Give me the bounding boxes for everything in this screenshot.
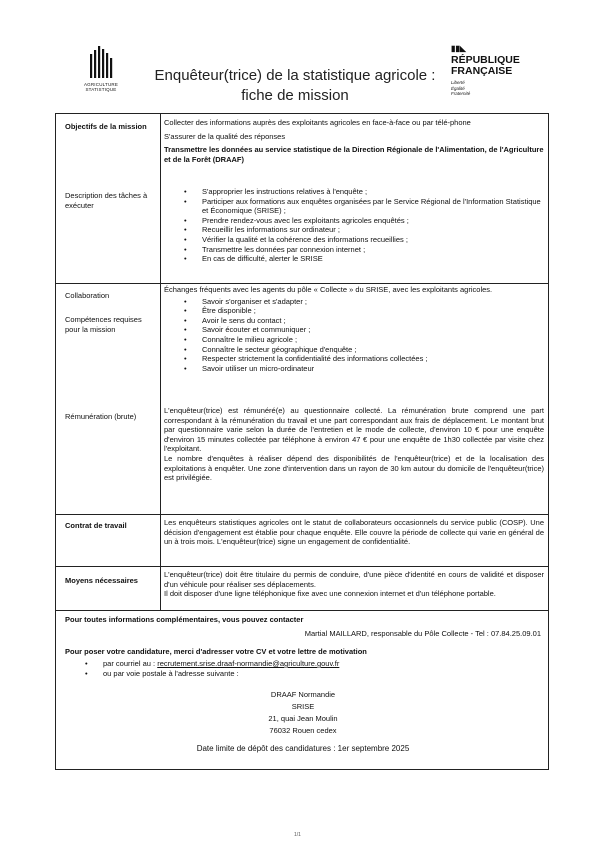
address-line-4: 76032 Rouen cedex [269, 726, 337, 735]
row-description [56, 187, 548, 283]
row-objectifs [56, 114, 548, 187]
label-moyens: Moyens nécessaires [65, 576, 138, 585]
email-link[interactable]: recrutement.srise.draaf-normandie@agriculture.gouv.fr [157, 659, 340, 668]
task-3: • Prendre rendez-vous avec les exploitants agricoles enquêtés ; [164, 216, 544, 226]
row-collaboration [56, 283, 548, 405]
row-moyens [56, 566, 548, 611]
apply-methods [65, 659, 541, 679]
label-competences: Compétences requises pour la mission [65, 315, 142, 334]
task-1: • S'approprier les instructions relatives à l'enquête ; [164, 187, 544, 197]
apply-email [65, 659, 541, 669]
label-contrat: Contrat de travail [65, 521, 127, 530]
remuneration-para-2: Le nombre d'enquêtes à réaliser dépend des disponibilités de l'enquêteur(trice) et de la localisation des exploitations à enquêter. Une zone d'intervention dans un rayon de 30 km autour du domicile de l'enquêteur(trice) est privilégiée. [164, 453, 544, 483]
row-remuneration [56, 404, 548, 514]
marianne-icon: ▮▮◣ [451, 44, 466, 53]
moyens-para-1: L'enquêteur(trice) doit être titulaire du permis de conduire, d'une pièce d'identité en cours de validité et disposer d'un véhicule pour réaliser ses déplacements. [164, 570, 544, 589]
address-line-3: 21, quai Jean Moulin [268, 714, 338, 723]
postal-address [65, 689, 541, 737]
label-collaboration: Collaboration [65, 291, 110, 300]
label-remuneration: Rémunération (brute) [65, 412, 137, 421]
apply-intro: Pour poser votre candidature, merci d'adresser votre CV et votre lettre de motivation [65, 647, 367, 656]
title-line-1: Enquêteur(trice) de la statistique agricole : [154, 67, 436, 84]
republique-francaise-logo [451, 44, 521, 97]
rf-name-line-1: RÉPUBLIQUE [451, 54, 520, 66]
competences-list [164, 297, 544, 374]
mission-table [55, 113, 549, 770]
objectif-3: Transmettre les données au service statistique de la Direction Régionale de l'Alimentation, de l'Agriculture et de la Forêt (DRAAF) [164, 145, 544, 164]
remuneration-para-1: L'enquêteur(trice) est rémunéré(e) au questionnaire collecté. La rémunération brute comprend une part correspondant à la rémunération du travail et une part correspondant aux frais de déplacement. Le montant brut par questionnaire varie selon la durée de l'entretien et le mode de collecte, d'environ 10 € pour une enquête d'environ 15 minutes collectée par téléphone à environ 47 € pour une enquête de 1h30 collectée par visite chez l'exploitant. [164, 406, 544, 454]
competence-4: • Savoir écouter et communiquer ; [164, 325, 544, 335]
rf-motto-1: Liberté [451, 80, 465, 85]
task-2: • Participer aux formations aux enquêtes organisées par le Service Régional de l'Information Statistique et Économique (SRISE) ; [164, 197, 544, 216]
label-objectifs: Objectifs de la mission [65, 122, 147, 131]
logo-line-2: STATISTIQUE [85, 87, 117, 92]
collaboration-text: Échanges fréquents avec les agents du pôle « Collecte » du SRISE, avec les exploitants agricoles. [164, 285, 493, 294]
value-description [164, 187, 544, 264]
value-remuneration [164, 406, 544, 483]
task-7: • En cas de difficulté, alerter le SRISE [164, 254, 544, 264]
objectif-1: Collecter des informations auprès des exploitants agricoles en face-à-face ou par télé-phone [164, 118, 471, 127]
competence-8: • Savoir utiliser un micro-ordinateur [164, 364, 544, 374]
page-title [150, 66, 440, 106]
objectif-2: S'assurer de la qualité des réponses [164, 131, 286, 141]
competence-3: • Avoir le sens du contact ; [164, 316, 544, 326]
competence-6: • Connaître le secteur géographique d'enquête ; [164, 345, 544, 355]
task-4: • Recueillir les informations sur ordinateur ; [164, 225, 544, 235]
competence-1: • Savoir s'organiser et s'adapter ; [164, 297, 544, 307]
row-contrat [56, 514, 548, 567]
rf-motto [451, 80, 521, 97]
page-number: 1/1 [294, 832, 301, 838]
address-line-2: SRISE [291, 702, 315, 711]
address-line-1: DRAAF Normandie [270, 690, 336, 699]
email-prefix: par courriel au : [103, 659, 158, 668]
value-collaboration [164, 285, 544, 373]
moyens-para-2: Il doit disposer d'une ligne téléphonique fixe avec une connexion internet et d'un téléphone portable. [164, 589, 496, 599]
competence-2: • Être disponible ; [164, 306, 544, 316]
value-contrat: Les enquêteurs statistiques agricoles ont le statut de collaborateurs occasionnels du service public (COSP). Une décision d'engagement est établie pour chaque enquête. Elle couvre la période de collecte qui varie en général de un à trois mois. L'enquêteur(trice) signe un engagement de confidentialité. [164, 518, 544, 547]
competence-5: • Connaître le milieu agricole ; [164, 335, 544, 345]
rf-motto-3: Fraternité [451, 91, 471, 96]
apply-post: • ou par voie postale à l'adresse suivante : [65, 669, 541, 679]
ministry-emblem-icon [86, 44, 116, 82]
ministry-logo [78, 44, 124, 92]
value-objectifs [164, 118, 544, 164]
title-line-2: fiche de mission [241, 87, 349, 104]
logo-line-1: AGRICULTURE [83, 82, 119, 87]
task-6: • Transmettre les données par connexion internet ; [164, 245, 544, 255]
competence-7: • Respecter strictement la confidentialité des informations collectées ; [164, 354, 544, 364]
deadline: Date limite de dépôt des candidatures : 1er septembre 2025 [196, 744, 410, 753]
label-description: Description des tâches à exécuter [65, 191, 148, 210]
rf-motto-2: Égalité [451, 85, 465, 91]
contact-person: Martial MAILLARD, responsable du Pôle Collecte - Tel : 07.84.25.09.01 [304, 629, 541, 638]
task-5: • Vérifier la qualité et la cohérence des informations recueillies ; [164, 235, 544, 245]
value-moyens [164, 570, 544, 599]
contact-intro: Pour toutes informations complémentaires, vous pouvez contacter [65, 615, 304, 624]
rf-name-line-2: FRANÇAISE [451, 65, 513, 77]
row-contact [56, 610, 548, 770]
